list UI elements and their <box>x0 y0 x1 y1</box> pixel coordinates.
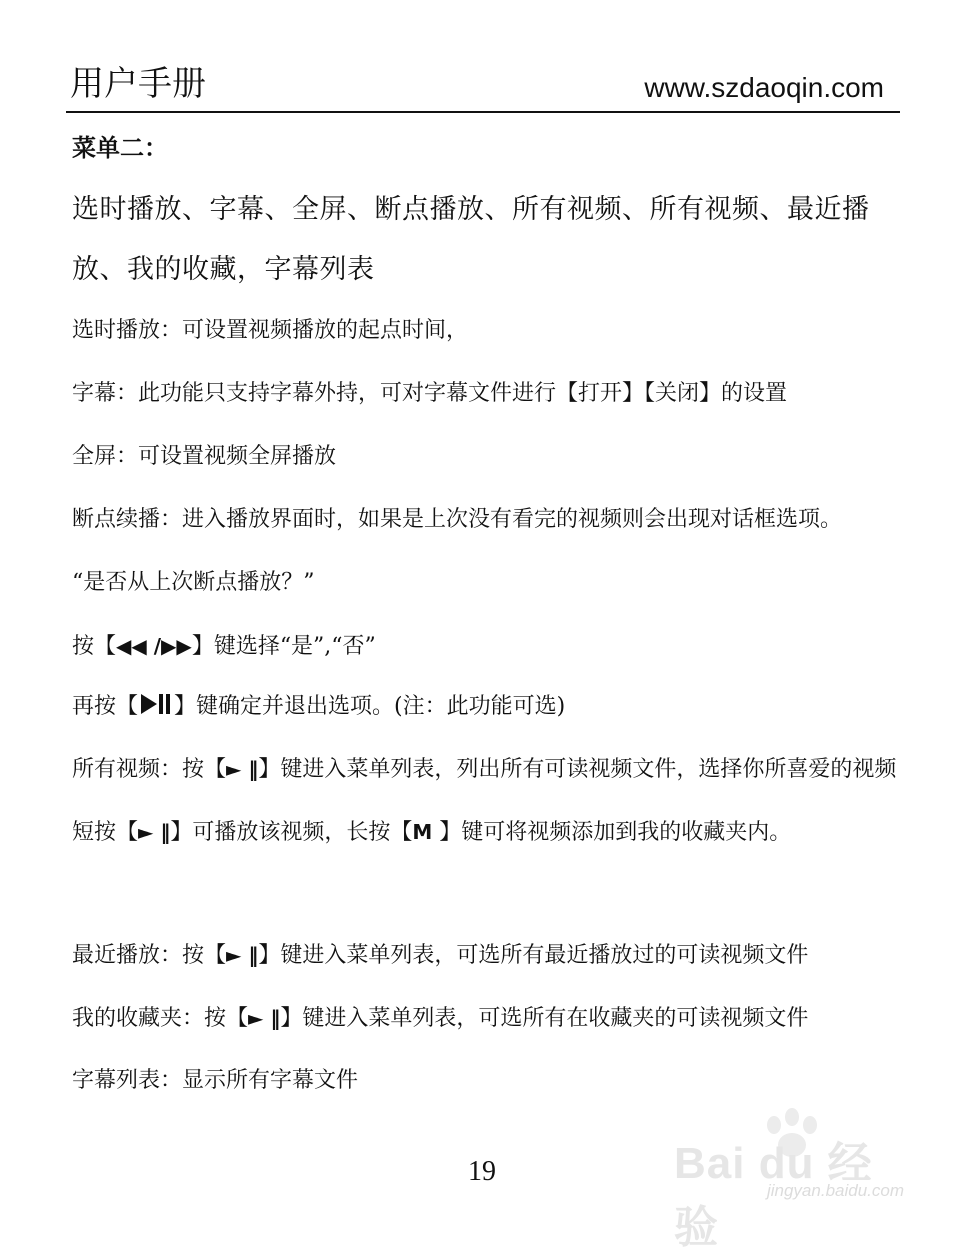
paragraph-subtitle: 字幕：此功能只支持字幕外持，可对字幕文件进行【打开】【关闭】的设置 <box>72 381 788 406</box>
text-fragment: 】键选择“是”,“否” <box>191 634 376 659</box>
play-pause-key: ► ‖ <box>226 943 259 967</box>
text-fragment: 按【 <box>72 634 117 659</box>
text-fragment: 】键进入菜单列表，列出所有可读视频文件，选择你所喜爱的视频短按【 <box>72 757 897 845</box>
prev-next-keys: ◀◀ /▶▶ <box>116 634 192 658</box>
baidu-watermark <box>674 1105 904 1252</box>
text-fragment: 】键进入菜单列表，可选所有最近播放过的可读视频文件 <box>258 943 809 968</box>
play-pause-key: ► ‖ <box>248 1006 281 1030</box>
play-pause-key: ► ‖ <box>226 757 259 781</box>
text-fragment: 最近播放：按【 <box>72 943 227 968</box>
paragraph-fullscreen: 全屏：可设置视频全屏播放 <box>72 444 337 469</box>
document-title: 用户手册 <box>70 64 206 104</box>
paragraph-confirm <box>72 690 902 727</box>
website-url: www.szdaoqin.com <box>644 72 884 103</box>
text-fragment: 】键确定并退出选项。(注：此功能可选) <box>174 694 566 719</box>
text-fragment: 】键进入菜单列表，可选所有在收藏夹的可读视频文件 <box>280 1006 809 1031</box>
play-pause-key: ► ‖ <box>138 820 171 844</box>
menu-items-summary: 选时播放、字幕、全屏、断点播放、所有视频、所有视频、最近播放、我的收藏，字幕列表 <box>72 194 870 285</box>
header-divider <box>66 111 900 113</box>
text-fragment: 】键可将视频添加到我的收藏夹内。 <box>439 820 792 845</box>
text-fragment: 所有视频：按【 <box>72 757 227 782</box>
section-heading: 菜单二： <box>72 134 168 162</box>
page-number: 19 <box>468 1156 496 1187</box>
play-pause-icon <box>139 692 173 727</box>
paragraph-timed-play: 选时播放：可设置视频播放的起点时间， <box>72 318 469 343</box>
menu-key: M <box>412 820 440 844</box>
paragraph-resume-play: 断点续播：进入播放界面时，如果是上次没有看完的视频则会出现对话框选项。 <box>72 507 843 532</box>
watermark-brand: Bai du 经验 <box>674 1139 873 1252</box>
watermark-site: jingyan.baidu.com <box>766 1181 904 1200</box>
paragraph-resume-prompt: “是否从上次断点播放？” <box>72 570 315 595</box>
paragraph-favorites <box>72 1001 902 1036</box>
paragraph-all-videos <box>72 738 902 864</box>
text-fragment: 我的收藏夹：按【 <box>72 1006 249 1031</box>
paragraph-subtitle-list: 字幕列表：显示所有字幕文件 <box>72 1068 359 1093</box>
text-fragment: 再按【 <box>72 694 139 719</box>
paragraph-select-keys <box>72 629 902 664</box>
text-fragment: 】可播放该视频，长按【 <box>170 820 413 845</box>
paragraph-recent-play <box>72 938 902 973</box>
